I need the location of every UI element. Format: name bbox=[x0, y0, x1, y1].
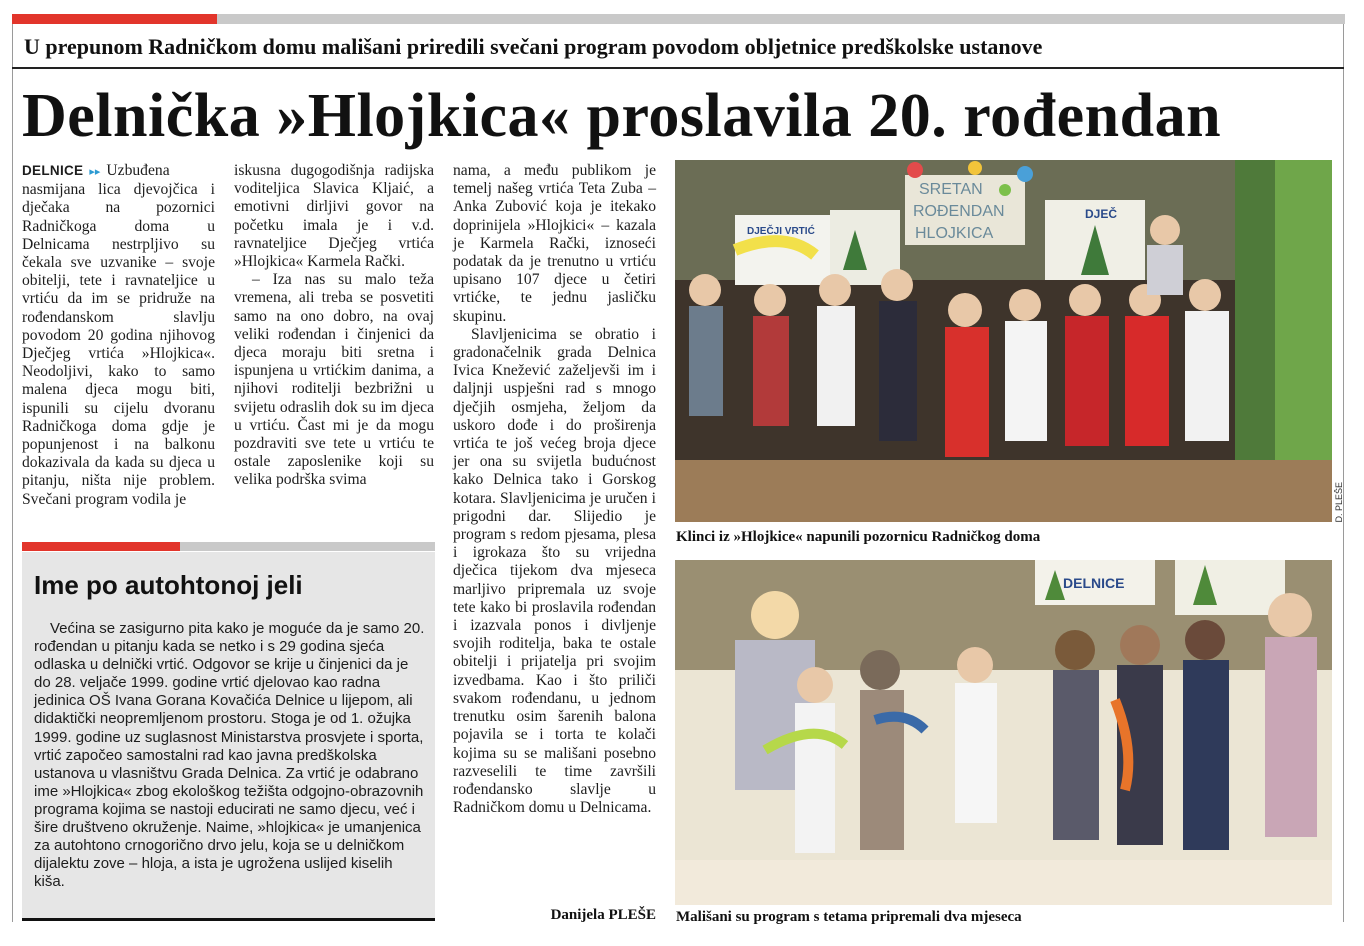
photo-stage-children bbox=[675, 160, 1332, 522]
body-paragraph: – Iza nas su malo teža vremena, ali treba se posvetiti samo na ono dobro, na ovaj veliki rođendan i činjenici da djeca moraju biti sretna i ispunjena u vrtićkim danima, a njihovi roditelji bezbrižni u svijetu odraslih dok su im djeca u vrtiću. Čast mi je da mogu pozdraviti sve tete u vrtiću te ostale zaposlenike koji su velika podrška svima bbox=[234, 271, 434, 489]
banner-line-2: ROĐENDAN bbox=[913, 203, 1005, 220]
poster-left-text: DJEČJI VRTIĆ bbox=[747, 226, 815, 237]
column-1-paragraph bbox=[22, 162, 215, 509]
author-byline: Danijela PLEŠE bbox=[550, 907, 656, 923]
article-headline: Delnička »Hlojkica« proslavila 20. rođendan bbox=[22, 82, 1222, 150]
photo-2-caption: Mališani su program s tetama pripremali dva mjeseca bbox=[676, 909, 1022, 925]
photo-performance bbox=[675, 560, 1332, 905]
article-column-3 bbox=[453, 162, 656, 817]
poster-text: DELNICE bbox=[1063, 575, 1125, 591]
top-accent-gray-bar bbox=[217, 14, 1345, 24]
dateline: DELNICE bbox=[22, 163, 84, 178]
body-paragraph: Slavljenicima se obratio i gradonačelnik grada Delnica Ivica Knežević zaželjevši im i daljnji uspješni rad s mnogo dječjih osmjeha, željom da uskoro dođe i do proširenja vrtića te još većeg broja djece jer ona su svijetla budućnost kako Delnica tako i Gorskog kotara. Slavljenicima je uručen i prigodni dar. Slijedio je program s redom pjesama, plesa i igrokaza što su vrijedna dječica tijekom dva mjeseca marljivo pripremala uz svoje tete kako bi proslavila rođendan i izazvala ponos i divljenje svojih roditelja, baka te ostale obitelji i prijatelja pri svojim izvedbama. Kao i što priliči svakom rođendanu, u jednom trenutku osim šarenih balona pojavila se i torta te kolači kojima su se mališani posebno razveselili te time završili rođendansko slavlje u Radničkom domu u Delnicama. bbox=[453, 325, 656, 817]
sidebar-accent-red-bar bbox=[22, 542, 180, 551]
article-column-2 bbox=[234, 162, 434, 490]
article-kicker: U prepunom Radničkom domu mališani priredili svečani program povodom obljetnice predškolske ustanove bbox=[24, 34, 1043, 59]
top-accent-red-bar bbox=[12, 14, 217, 24]
body-text: Uzbuđena nasmijana lica djevojčica i dječaka na pozornici Radničkoga doma u Delnicama nestrpljivo su čekala sve uzvanike – svoje obitelji, tete i ravnateljice u vrtiću da im se pridruže na rođendanskom slavlju povodom 20 godina njihovog Dječjeg vrtića »Hlojkica«. Neodoljivi, kako to samo malena djeca mogu biti, ispunili su cijelu dvoranu Radničkoga doma gdje je popunjenost i na balkonu dokazivala da kada su djeca u pitanju, ništa nije problem. Svečani program vodila je bbox=[22, 162, 215, 508]
banner-line-3: HLOJKICA bbox=[915, 225, 994, 242]
article-column-1 bbox=[22, 162, 215, 509]
sidebar-accent-gray-bar bbox=[180, 542, 435, 551]
kicker-divider bbox=[12, 67, 1344, 69]
sidebar-bottom-rule bbox=[22, 918, 435, 921]
dateline-arrow-icon: ▸▸ bbox=[89, 166, 101, 178]
sidebar-title: Ime po autohtonoj jeli bbox=[34, 570, 303, 600]
photo-credit: D. PLEŠE bbox=[1334, 482, 1344, 523]
photo-1-caption: Klinci iz »Hlojkice« napunili pozornicu Radničkog doma bbox=[676, 529, 1041, 545]
poster-right-text: DJEČ bbox=[1085, 207, 1118, 221]
body-paragraph: nama, a među publikom je temelj našeg vrtića Teta Zuba – Anka Zubović koja je itekako doprinijela »Hlojkici« – kazala je Karmela Rački, iznoseći podatak da je trenutno u vrtiću upisano 107 djece u četiri vrtićke, te jednu jasličku skupinu. bbox=[453, 162, 656, 325]
body-paragraph: iskusna dugogodišnja radijska voditeljica Slavica Kljaić, a emotivni dirljivi govor na početku imala je i v.d. ravnateljice Dječjeg vrtića »Hlojkica« Karmela Rački. bbox=[234, 162, 434, 271]
sidebar-paragraph: Većina se zasigurno pita kako je moguće da je samo 20. rođendan u pitanju kada se netko i s 29 godina sjeća odlaska u delnički vrtić. Odgovor se krije u činjenici da je do 28. veljače 1999. godine vrtić djelovao kao radna jedinica OŠ Ivana Gorana Kovačića Delnice u lijepom, ali didaktički neopremljenom prostoru. Stoga je od 1. ožujka 1999. godine uz suglasnost Ministarstva prosvjete i sporta, vrtić započeo samostalni rad kao javna predškolska ustanova u vlasništvu Grada Delnica. Za vrtić je odabrano ime »Hlojkica« zbog ekološkog težišta odgojno-obrazovnih programa kojima se nastoji educirati ne samo djecu, već i šire društveno okruženje. Naime, »hlojkica« je umanjenica za autohtono crnogorično drvo jelu, koja se u delničkom dijalektu zove – hloja, a ista je ugrožena uslijed kiselih kiša. bbox=[34, 620, 425, 891]
sidebar-body bbox=[34, 620, 426, 891]
banner-line-1: SRETAN bbox=[919, 181, 983, 198]
